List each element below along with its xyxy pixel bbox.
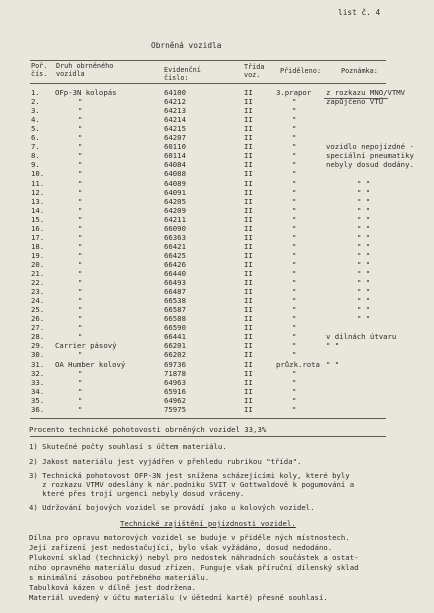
- cell-evid: 65916: [164, 387, 186, 396]
- section-line: ního opravného materiálu dosud zřízen. Funguje však příruční dílenský sklad: [29, 563, 359, 572]
- cell-class: II: [244, 405, 253, 414]
- cell-evid: 60110: [164, 142, 186, 151]
- cell-class: II: [244, 314, 253, 323]
- cell-evid: 66425: [164, 251, 186, 260]
- cell-class: II: [244, 369, 253, 378]
- cell-type: ": [78, 278, 83, 287]
- cell-assigned: ": [292, 278, 297, 287]
- cell-evid: 64212: [164, 97, 186, 106]
- cell-note: " ": [357, 197, 371, 206]
- cell-type: ": [78, 396, 83, 405]
- cell-class: II: [244, 124, 253, 133]
- cell-evid: 64214: [164, 115, 186, 124]
- cell-num: 5.: [31, 124, 40, 133]
- cell-evid: 66487: [164, 287, 186, 296]
- cell-evid: 66590: [164, 323, 186, 332]
- section-line: Její zařízení jest nedostačující, bylo však vyžádáno, dosud nedodáno.: [29, 543, 333, 552]
- cell-note: " ": [357, 314, 371, 323]
- cell-assigned: ": [292, 405, 297, 414]
- cell-num: 30.: [31, 350, 45, 359]
- cell-num: 9.: [31, 160, 40, 169]
- cell-assigned: ": [292, 242, 297, 251]
- cell-evid: 66201: [164, 341, 186, 350]
- cell-class: II: [244, 188, 253, 197]
- cell-assigned: ": [292, 188, 297, 197]
- cell-type: ": [78, 97, 83, 106]
- cell-num: 2.: [31, 97, 40, 106]
- cell-evid: 64205: [164, 197, 186, 206]
- cell-evid: 66090: [164, 224, 186, 233]
- cell-assigned: ": [292, 341, 297, 350]
- cell-type: ": [78, 133, 83, 142]
- cell-num: 22.: [31, 278, 45, 287]
- cell-assigned: ": [292, 323, 297, 332]
- cell-assigned: ": [292, 124, 297, 133]
- cell-class: II: [244, 197, 253, 206]
- cell-class: II: [244, 323, 253, 332]
- cell-num: 12.: [31, 188, 45, 197]
- cell-class: II: [244, 278, 253, 287]
- cell-assigned: ": [292, 287, 297, 296]
- cell-assigned: ": [292, 314, 297, 323]
- cell-class: II: [244, 287, 253, 296]
- cell-assigned: ": [292, 305, 297, 314]
- cell-type: ": [78, 369, 83, 378]
- col-type-header: Druh obrněného vozidla: [56, 62, 114, 78]
- cell-type: ": [78, 405, 83, 414]
- cell-evid: 64091: [164, 188, 186, 197]
- cell-evid: 66538: [164, 296, 186, 305]
- table-bottom-rule: [30, 418, 386, 419]
- cell-type: ": [78, 378, 83, 387]
- cell-class: II: [244, 332, 253, 341]
- cell-evid: 66440: [164, 269, 186, 278]
- cell-type: ": [78, 269, 83, 278]
- document-title: Obrněná vozidla: [151, 41, 222, 50]
- cell-assigned: ": [292, 378, 297, 387]
- cell-assigned: ": [292, 169, 297, 178]
- cell-num: 25.: [31, 305, 45, 314]
- cell-evid: 75975: [164, 405, 186, 414]
- note-4: 4) Udržování bojových vozidel se provádí jako u kolových vozidel.: [29, 503, 315, 512]
- section-line: s minimální zásobou potřebného materiálu.: [29, 573, 210, 582]
- cell-type: ": [78, 332, 83, 341]
- cell-num: 27.: [31, 323, 45, 332]
- page-label: list č. 4: [338, 8, 381, 17]
- cell-type: ": [78, 296, 83, 305]
- cell-note: " ": [357, 179, 371, 188]
- cell-note: " ": [357, 278, 371, 287]
- cell-evid: 64215: [164, 124, 186, 133]
- readiness-percentage: Procento technické pohotovosti obrněných vozidel 33,3%: [29, 425, 267, 434]
- cell-type: ": [78, 179, 83, 188]
- cell-assigned: ": [292, 233, 297, 242]
- cell-evid: 69736: [164, 360, 186, 369]
- cell-type: ": [78, 106, 83, 115]
- cell-num: 34.: [31, 387, 45, 396]
- cell-num: 28.: [31, 332, 45, 341]
- cell-type: ": [78, 115, 83, 124]
- cell-num: 6.: [31, 133, 40, 142]
- header-top-rule: [30, 60, 386, 61]
- cell-evid: 64084: [164, 160, 186, 169]
- cell-class: II: [244, 251, 253, 260]
- cell-type: ": [78, 251, 83, 260]
- cell-type: ": [78, 188, 83, 197]
- cell-note: " ": [357, 242, 371, 251]
- cell-num: 15.: [31, 215, 45, 224]
- cell-evid: 71878: [164, 369, 186, 378]
- cell-note: z rozkazu MNO/VTMV: [326, 88, 406, 97]
- cell-type: ": [78, 387, 83, 396]
- cell-class: II: [244, 378, 253, 387]
- cell-class: II: [244, 106, 253, 115]
- cell-evid: 64089: [164, 179, 186, 188]
- cell-note: vozidlo nepojízdné -: [326, 142, 414, 151]
- cell-note: " ": [357, 188, 371, 197]
- cell-class: II: [244, 296, 253, 305]
- cell-assigned: 3.prapor: [276, 88, 312, 97]
- cell-num: 4.: [31, 115, 40, 124]
- cell-assigned: ": [292, 332, 297, 341]
- cell-type: ": [78, 151, 83, 160]
- cell-type: ": [78, 197, 83, 206]
- cell-type: ": [78, 287, 83, 296]
- cell-type: ": [78, 323, 83, 332]
- cell-assigned: ": [292, 296, 297, 305]
- cell-class: II: [244, 88, 253, 97]
- cell-type: ": [78, 305, 83, 314]
- col-assigned-header: Přiděleno:: [280, 67, 321, 75]
- cell-num: 13.: [31, 197, 45, 206]
- cell-num: 20.: [31, 260, 45, 269]
- cell-class: II: [244, 260, 253, 269]
- cell-assigned: ": [292, 115, 297, 124]
- cell-note: " ": [357, 305, 371, 314]
- cell-evid: 66426: [164, 260, 186, 269]
- header-bottom-rule: [30, 83, 386, 84]
- cell-evid: 66202: [164, 350, 186, 359]
- cell-note: speciální pneumatiky: [326, 151, 414, 160]
- cell-type: ": [78, 242, 83, 251]
- note-1: 1) Skutečné počty souhlasí s účtem materiálu.: [29, 442, 227, 451]
- cell-class: II: [244, 341, 253, 350]
- cell-evid: 64088: [164, 169, 186, 178]
- cell-evid: 64209: [164, 206, 186, 215]
- cell-type: ": [78, 169, 83, 178]
- cell-evid: 66588: [164, 314, 186, 323]
- cell-evid: 66363: [164, 233, 186, 242]
- cell-type: OA Humber kolový: [55, 360, 126, 369]
- section-line: Materiál uvedený v účtu materiálu (v úětední kartě) přesně souhlasí.: [29, 593, 328, 602]
- cell-num: 29.: [31, 341, 45, 350]
- cell-assigned: ": [292, 369, 297, 378]
- cell-type: ": [78, 124, 83, 133]
- cell-assigned: ": [292, 269, 297, 278]
- cell-assigned: ": [292, 260, 297, 269]
- cell-num: 8.: [31, 151, 40, 160]
- cell-assigned: ": [292, 97, 297, 106]
- cell-type: ": [78, 260, 83, 269]
- cell-assigned: ": [292, 179, 297, 188]
- cell-assigned: ": [292, 350, 297, 359]
- cell-note: " ": [357, 233, 371, 242]
- cell-num: 18.: [31, 242, 45, 251]
- cell-assigned: ": [292, 142, 297, 151]
- cell-class: II: [244, 233, 253, 242]
- cell-assigned: ": [292, 206, 297, 215]
- cell-class: II: [244, 142, 253, 151]
- cell-num: 11.: [31, 179, 45, 188]
- cell-evid: 66493: [164, 278, 186, 287]
- cell-note: nebyly dosud dodány.: [326, 160, 414, 169]
- cell-class: II: [244, 350, 253, 359]
- section-line: Dílna pro opravu motorových vozidel se buduje v přiděle ných místnostech.: [29, 533, 350, 542]
- cell-num: 19.: [31, 251, 45, 260]
- section-line: Plukovní sklad (technický) nebyl pro nedostek náhradních součástek a ostat-: [29, 553, 359, 562]
- cell-evid: 64962: [164, 396, 186, 405]
- cell-num: 36.: [31, 405, 45, 414]
- cell-type: ": [78, 233, 83, 242]
- cell-num: 24.: [31, 296, 45, 305]
- cell-note: " ": [357, 215, 371, 224]
- cell-num: 26.: [31, 314, 45, 323]
- cell-assigned: ": [292, 396, 297, 405]
- cell-assigned: ": [292, 151, 297, 160]
- cell-note: " ": [357, 260, 371, 269]
- cell-num: 31.: [31, 360, 45, 369]
- cell-num: 16.: [31, 224, 45, 233]
- cell-note: zapůjčeno VTÚ: [326, 97, 384, 106]
- col-note-header: Poznámka:: [341, 67, 378, 75]
- cell-class: II: [244, 242, 253, 251]
- cell-num: 35.: [31, 396, 45, 405]
- cell-type: Carrier pásový: [55, 341, 117, 350]
- cell-class: II: [244, 224, 253, 233]
- cell-class: II: [244, 179, 253, 188]
- cell-assigned: ": [292, 251, 297, 260]
- cell-evid: 64100: [164, 88, 186, 97]
- cell-num: 17.: [31, 233, 45, 242]
- cell-class: II: [244, 169, 253, 178]
- cell-note: " ": [357, 287, 371, 296]
- cell-type: ": [78, 224, 83, 233]
- cell-class: II: [244, 97, 253, 106]
- note-3: 3) Technická pohotovost OFP-3N jest snížena scházejícími koly, které byly z rozkazu VTMV odeslány k nár.podniku SVIT v Gottwaldově k pogumování a které přes trojí urgenci nebyly dosud vráceny.: [29, 471, 355, 498]
- cell-assigned: ": [292, 215, 297, 224]
- cell-num: 3.: [31, 106, 40, 115]
- cell-class: II: [244, 206, 253, 215]
- cell-num: 23.: [31, 287, 45, 296]
- cell-note: v dílnách útvaru: [326, 332, 397, 341]
- cell-evid: 64211: [164, 215, 186, 224]
- cell-assigned: ": [292, 197, 297, 206]
- cell-assigned: průzk.rota: [276, 360, 320, 369]
- cell-type: ": [78, 206, 83, 215]
- col-num-header: Poř. čís.: [31, 62, 48, 78]
- cell-note: " ": [357, 251, 371, 260]
- cell-evid: 64963: [164, 378, 186, 387]
- cell-note: " ": [326, 341, 340, 350]
- col-class-header: Třída voz.: [244, 63, 265, 79]
- cell-class: II: [244, 215, 253, 224]
- cell-note: " ": [357, 224, 371, 233]
- cell-class: II: [244, 133, 253, 142]
- cell-evid: 66441: [164, 332, 186, 341]
- note-2: 2) Jakost materiálu jest vyjádřen v přehledu rubrikou "třída".: [29, 457, 302, 466]
- cell-type: ": [78, 160, 83, 169]
- cell-num: 14.: [31, 206, 45, 215]
- cell-class: II: [244, 151, 253, 160]
- cell-num: 7.: [31, 142, 40, 151]
- cell-class: II: [244, 269, 253, 278]
- cell-class: II: [244, 387, 253, 396]
- cell-note: " ": [357, 269, 371, 278]
- cell-assigned: ": [292, 160, 297, 169]
- cell-evid: 66587: [164, 305, 186, 314]
- cell-evid: 66421: [164, 242, 186, 251]
- col-evid-header: Evidenční číslo:: [164, 66, 201, 82]
- readiness-rule: [30, 436, 386, 437]
- cell-assigned: ": [292, 224, 297, 233]
- cell-type: ": [78, 215, 83, 224]
- cell-evid: 64213: [164, 106, 186, 115]
- cell-type: ": [78, 314, 83, 323]
- cell-type: ": [78, 142, 83, 151]
- cell-num: 21.: [31, 269, 45, 278]
- cell-assigned: ": [292, 106, 297, 115]
- cell-class: II: [244, 360, 253, 369]
- cell-class: II: [244, 115, 253, 124]
- cell-num: 32.: [31, 369, 45, 378]
- cell-note: " ": [357, 296, 371, 305]
- cell-evid: 64207: [164, 133, 186, 142]
- cell-evid: 60114: [164, 151, 186, 160]
- cell-num: 1.: [31, 88, 40, 97]
- cell-class: II: [244, 305, 253, 314]
- cell-note: " ": [326, 360, 340, 369]
- cell-num: 10.: [31, 169, 45, 178]
- cell-type: OFp-3N kolopás: [55, 88, 117, 97]
- cell-num: 33.: [31, 378, 45, 387]
- section-line: Tabulková kázen v dílně jest dodržena.: [29, 583, 196, 592]
- cell-class: II: [244, 160, 253, 169]
- cell-type: ": [78, 350, 83, 359]
- cell-assigned: ": [292, 133, 297, 142]
- cell-class: II: [244, 396, 253, 405]
- cell-note: " ": [357, 206, 371, 215]
- section-title: Technické zajištění pojízdnosti vozidel.: [120, 519, 296, 528]
- cell-assigned: ": [292, 387, 297, 396]
